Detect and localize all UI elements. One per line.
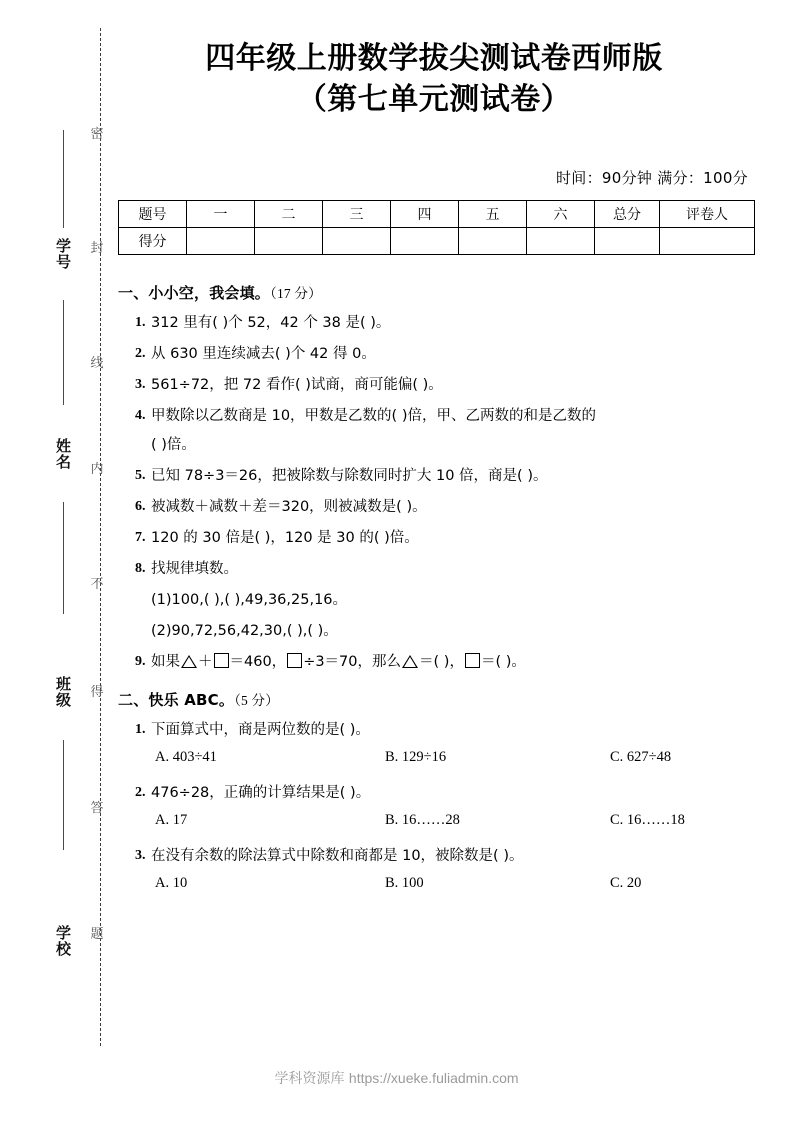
question-text: 从 630 里连续减去( )个 42 得 0。 [151, 346, 376, 363]
field-rule-banji [63, 502, 64, 614]
question-number: 3. [135, 377, 146, 393]
seal-char-6: 答 [90, 801, 104, 816]
score-table-col-2: 二 [255, 201, 323, 228]
exam-body [118, 282, 750, 899]
question-text: 找规律填数。 [151, 561, 238, 578]
question-text: 在没有余数的除法算式中除数和商都是 10，被除数是( )。 [151, 848, 524, 865]
question-1-1 [118, 312, 750, 334]
question-1-9 [118, 651, 750, 673]
seal-margin [0, 0, 118, 1122]
option-c[interactable]: C. 16……18 [610, 812, 685, 829]
seal-char-5: 得 [90, 685, 104, 700]
exam-meta-info: 时间：90分钟 满分：100分 [556, 169, 748, 187]
title-line-2: （第七单元测试卷） [296, 82, 572, 118]
question-number: 9. [135, 654, 146, 670]
section-2-points: （5 分） [234, 693, 279, 709]
seal-char-3: 内 [90, 462, 104, 477]
question-1-8 [118, 558, 750, 580]
question-2-3 [118, 845, 750, 867]
field-label-xuexiao: 学校 [55, 924, 72, 959]
option-a[interactable]: A. 403÷41 [155, 749, 217, 766]
score-cell-grader[interactable] [660, 228, 755, 255]
option-b[interactable]: B. 129÷16 [385, 749, 447, 766]
section-1-points: （17 分） [270, 286, 322, 301]
field-label-banji: 班级 [55, 675, 72, 710]
question-number: 2. [135, 785, 146, 801]
score-cell-2[interactable] [255, 228, 323, 255]
score-table-col-6: 六 [527, 201, 595, 228]
question-1-4 [118, 405, 750, 427]
seal-char-1: 封 [90, 241, 104, 256]
seal-char-7: 题 [90, 927, 104, 942]
question-1-7 [118, 527, 750, 549]
score-cell-total[interactable] [595, 228, 660, 255]
title-line-1: 四年级上册数学拔尖测试卷西师版 [205, 41, 663, 76]
field-label-xingming: 姓名 [55, 437, 72, 472]
question-number: 3. [135, 848, 146, 864]
option-a[interactable]: A. 17 [155, 812, 188, 829]
question-2-3-options [118, 875, 750, 899]
section-spacer [118, 673, 750, 689]
question-1-2 [118, 343, 750, 365]
score-table-row-label-0: 题号 [119, 201, 187, 228]
q9-part-5: ＝( )。 [480, 654, 526, 671]
question-2-1 [118, 719, 750, 741]
question-2-2 [118, 782, 750, 804]
seal-char-0: 密 [90, 127, 104, 142]
question-number: 8. [135, 561, 146, 577]
square-icon [214, 653, 229, 668]
score-table-col-3: 三 [323, 201, 391, 228]
question-number: 4. [135, 408, 146, 424]
table-row [119, 201, 755, 228]
question-1-4-continued: ( )倍。 [151, 437, 196, 454]
score-table-col-total: 总分 [595, 201, 660, 228]
question-text: 120 的 30 倍是( )，120 是 30 的( )倍。 [151, 530, 419, 547]
section-heading-1 [118, 282, 750, 303]
score-cell-6[interactable] [527, 228, 595, 255]
field-rule-xuexiao [63, 740, 64, 850]
section-2-title: 二、快乐 ABC。 [118, 691, 235, 710]
square-icon [465, 653, 480, 668]
seal-char-4: 不 [90, 577, 104, 592]
score-table-col-5: 五 [459, 201, 527, 228]
q9-part-0: 如果 [151, 654, 180, 671]
footer-watermark [0, 1068, 793, 1088]
page-title [118, 38, 750, 121]
triangle-icon [402, 655, 418, 668]
seal-char-2: 线 [90, 356, 104, 371]
score-table-col-grader: 评卷人 [660, 201, 755, 228]
field-rule-xuehao [63, 130, 64, 228]
question-text: 561÷72，把 72 看作( )试商，商可能偏( )。 [151, 377, 443, 394]
score-cell-5[interactable] [459, 228, 527, 255]
option-c[interactable]: C. 20 [610, 875, 642, 892]
score-cell-4[interactable] [391, 228, 459, 255]
question-text: 476÷28，正确的计算结果是( )。 [151, 785, 371, 802]
question-1-8-sub-2: (2)90,72,56,42,30,( ),( )。 [151, 623, 338, 640]
table-row [119, 228, 755, 255]
question-2-1-options [118, 749, 750, 773]
q9-part-4: ＝( )， [419, 654, 464, 671]
footer-brand: 学科资源库 [274, 1071, 345, 1087]
question-1-8-sub-1: (1)100,( ),( ),49,36,25,16。 [151, 592, 348, 609]
question-number: 7. [135, 530, 146, 546]
question-number: 1. [135, 722, 146, 738]
section-1-title: 一、小小空，我会填。 [118, 284, 271, 302]
question-number: 2. [135, 346, 146, 362]
question-number: 5. [135, 468, 146, 484]
q9-part-3: ÷3＝70，那么 [303, 654, 402, 671]
option-b[interactable]: B. 100 [385, 875, 424, 892]
seal-dashed-line [100, 28, 101, 1046]
q9-part-1: ＋ [198, 654, 213, 671]
triangle-icon [181, 655, 197, 668]
question-text [135, 651, 750, 673]
question-text: 下面算式中，商是两位数的是( )。 [151, 722, 370, 739]
question-text: 甲数除以乙数商是 10，甲数是乙数的( )倍，甲、乙两数的和是乙数的 [151, 408, 596, 425]
question-2-2-options [118, 812, 750, 836]
footer-url: https://xueke.fuliadmin.com [348, 1070, 519, 1086]
section-heading-2 [118, 689, 750, 710]
option-a[interactable]: A. 10 [155, 875, 188, 892]
option-b[interactable]: B. 16……28 [385, 812, 460, 829]
question-1-5 [118, 465, 750, 487]
score-cell-3[interactable] [323, 228, 391, 255]
score-table-row-label-1: 得分 [119, 228, 187, 255]
score-table-col-4: 四 [391, 201, 459, 228]
question-text: 312 里有( )个 52，42 个 38 是( )。 [151, 315, 391, 331]
question-text: 被减数＋减数＋差＝320，则被减数是( )。 [151, 499, 427, 516]
q9-part-2: ＝460， [229, 654, 287, 671]
field-label-xuehao: 学号 [55, 237, 72, 272]
score-table [118, 200, 755, 255]
question-1-3 [118, 374, 750, 396]
question-1-6 [118, 496, 750, 518]
option-c[interactable]: C. 627÷48 [610, 749, 672, 766]
question-text: 已知 78÷3＝26，把被除数与除数同时扩大 10 倍，商是( )。 [151, 468, 548, 485]
score-cell-1[interactable] [187, 228, 255, 255]
field-rule-xingming [63, 300, 64, 405]
square-icon [287, 653, 302, 668]
question-number: 1. [135, 315, 146, 330]
question-number: 6. [135, 499, 146, 515]
score-table-col-1: 一 [187, 201, 255, 228]
